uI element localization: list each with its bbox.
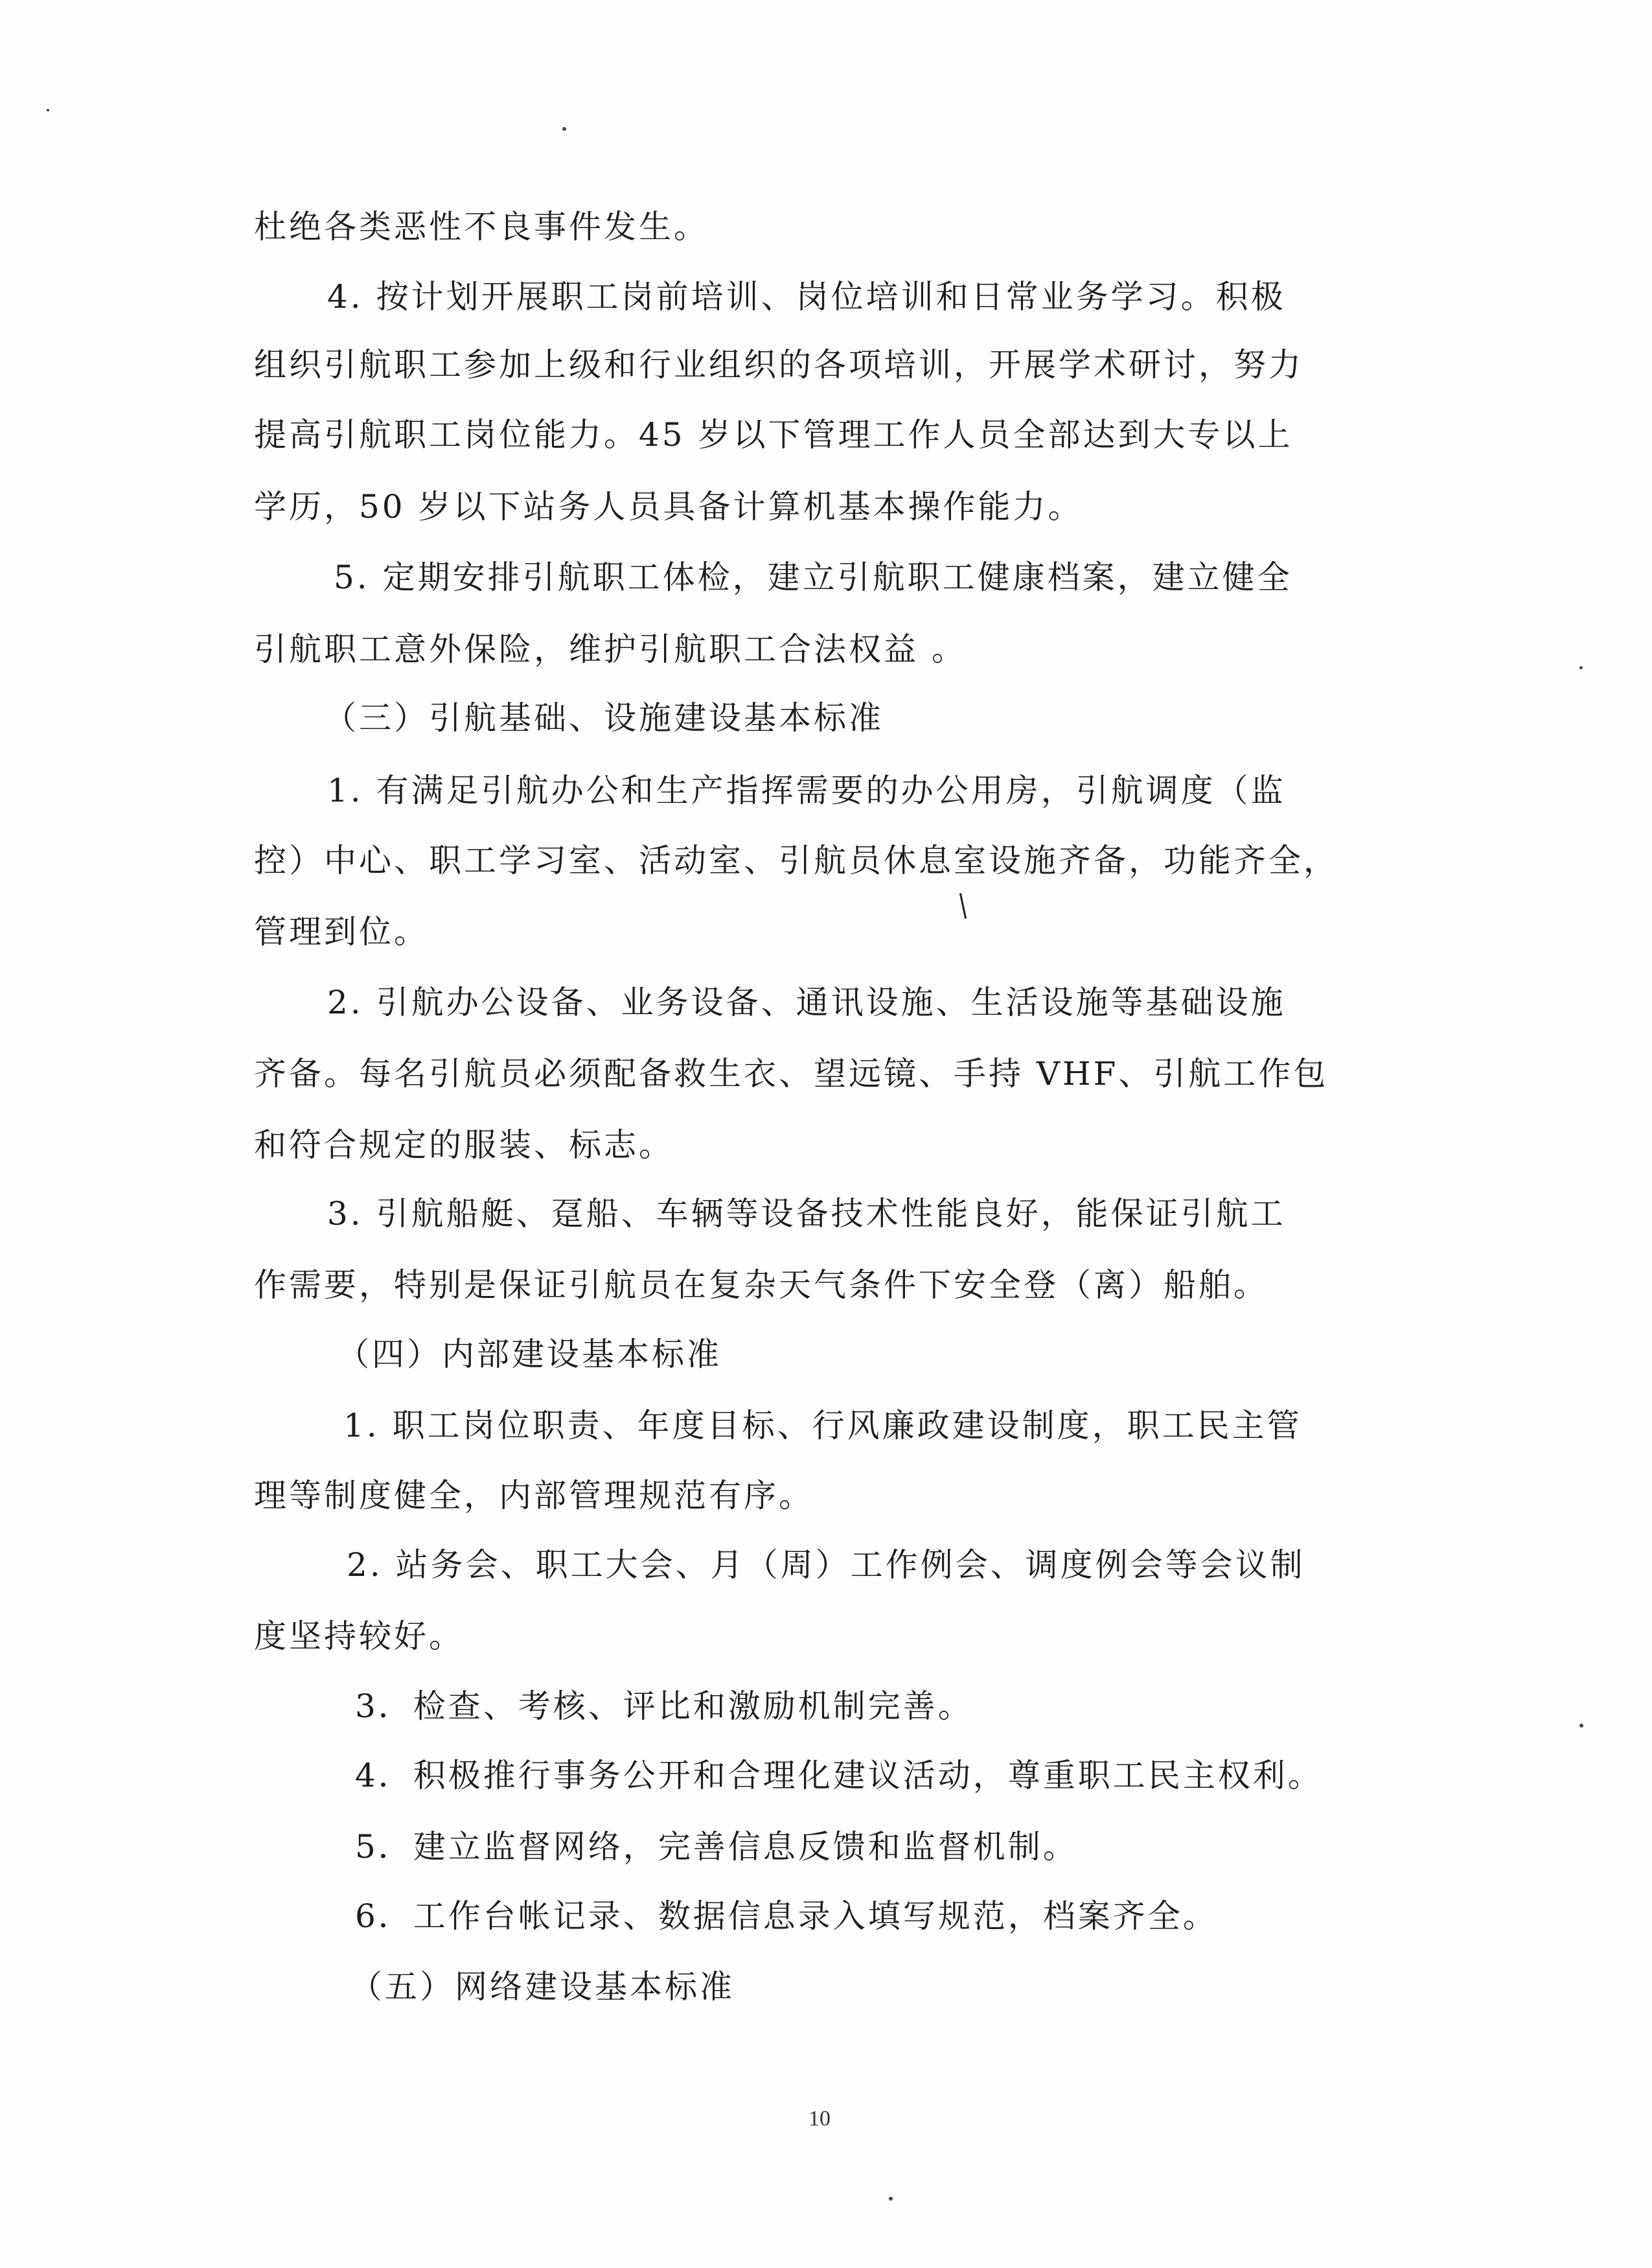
text-line: 组织引航职工参加上级和行业组织的各项培训，开展学术研讨，努力 (254, 346, 1303, 384)
section-heading: （五）网络建设基本标准 (350, 1968, 735, 2006)
text-line: 理等制度健全，内部管理规范有序。 (254, 1477, 814, 1514)
scan-mark (959, 893, 967, 919)
text-line: 4. 按计划开展职工岗前培训、岗位培训和日常业务学习。积极 (327, 278, 1286, 316)
text-line: 作需要，特别是保证引航员在复杂天气条件下安全登（离）船舶。 (254, 1266, 1268, 1304)
text-line: 齐备。每名引航员必须配备救生衣、望远镜、手持 VHF、引航工作包 (254, 1055, 1329, 1093)
text-line: 和符合规定的服装、标志。 (254, 1126, 674, 1164)
text-line: 4．积极推行事务公开和合理化建议活动，尊重职工民主权利。 (355, 1757, 1323, 1794)
text-line: 引航职工意外保险，维护引航职工合法权益 。 (254, 631, 967, 668)
text-line: 度坚持较好。 (254, 1617, 464, 1655)
text-line: 学历，50 岁以下站务人员具备计算机基本操作能力。 (254, 488, 1083, 526)
scan-speck (1579, 666, 1583, 669)
text-line: 6．工作台帐记录、数据信息录入填写规范，档案齐全。 (355, 1897, 1218, 1935)
text-line: 2. 站务会、职工大会、月（周）工作例会、调度例会等会议制 (347, 1546, 1305, 1584)
text-line: 控）中心、职工学习室、活动室、引航员休息室设施齐备，功能齐全， (254, 842, 1338, 879)
scan-speck (47, 109, 49, 111)
text-line: 3．检查、考核、评比和激励机制完善。 (355, 1687, 973, 1725)
scan-speck (562, 127, 566, 131)
text-line: 1. 有满足引航办公和生产指挥需要的办公用房，引航调度（监 (327, 772, 1286, 809)
text-line: 提高引航职工岗位能力。45 岁以下管理工作人员全部达到大专以上 (254, 416, 1293, 454)
text-line: 3. 引航船艇、趸船、车辆等设备技术性能良好，能保证引航工 (327, 1195, 1286, 1232)
text-line: 2. 引航办公设备、业务设备、通讯设施、生活设施等基础设施 (327, 984, 1286, 1021)
text-line: 1. 职工岗位职责、年度目标、行风廉政建设制度，职工民主管 (343, 1407, 1302, 1444)
text-line: 管理到位。 (254, 913, 429, 951)
section-heading: （三）引航基础、设施建设基本标准 (324, 699, 884, 737)
scan-speck (889, 2197, 893, 2201)
section-heading: （四）内部建设基本标准 (337, 1336, 722, 1373)
text-line: 5．建立监督网络，完善信息反馈和监督机制。 (355, 1828, 1078, 1866)
text-line: 5. 定期安排引航职工体检，建立引航职工健康档案，建立健全 (334, 559, 1292, 596)
page-number: 10 (809, 2107, 831, 2131)
scan-speck (1579, 1724, 1583, 1728)
text-line: 杜绝各类恶性不良事件发生。 (254, 208, 709, 246)
